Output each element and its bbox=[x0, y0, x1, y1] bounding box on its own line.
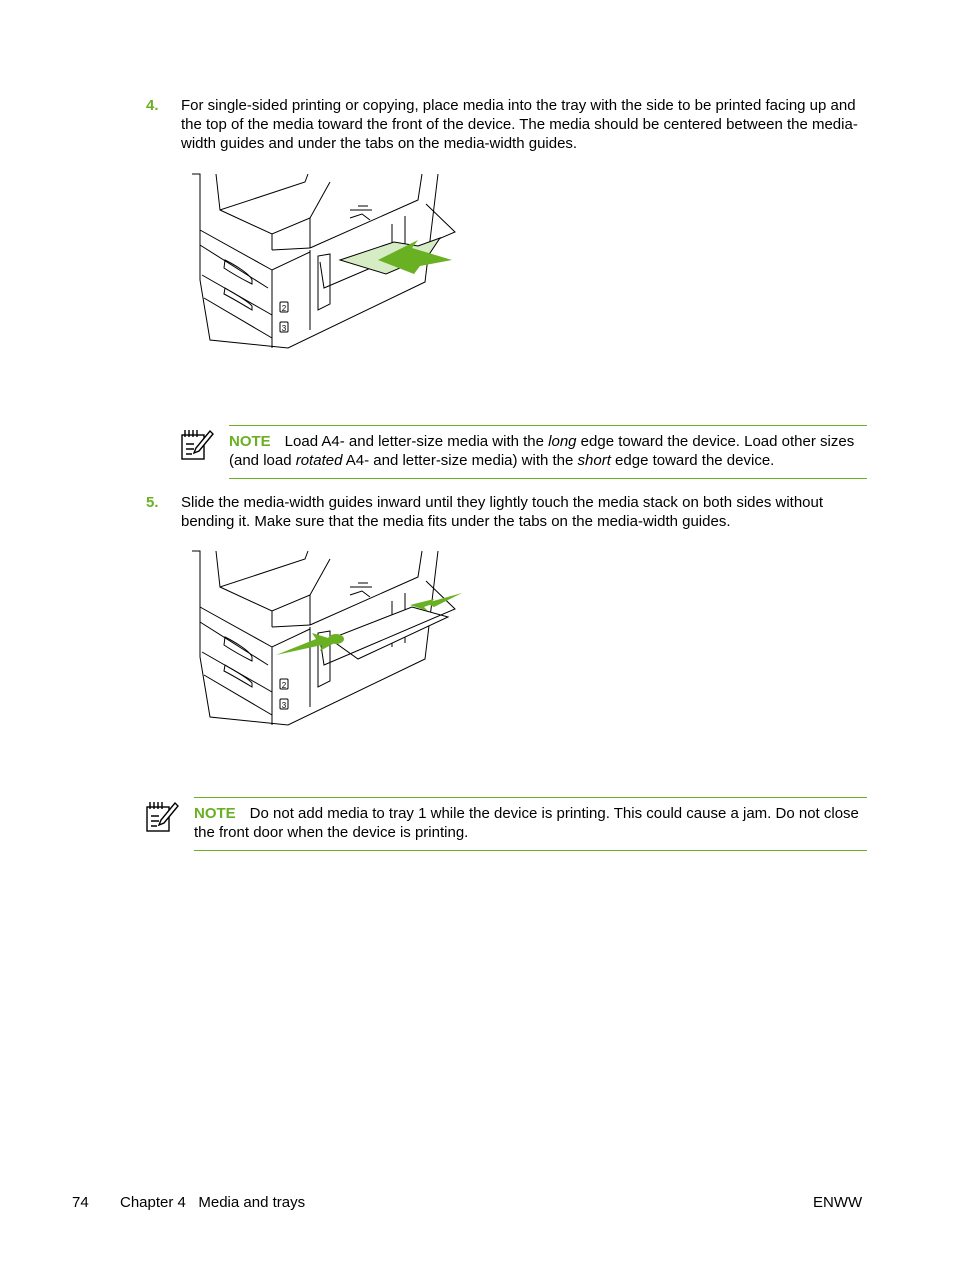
note-icon bbox=[180, 427, 214, 463]
step-text: Slide the media-width guides inward until they lightly touch the media stack on both sides without bending it. Make sure that the media fits under the tabs on the media-width guides. bbox=[181, 494, 824, 530]
note-emphasis: rotated bbox=[295, 452, 343, 469]
note-icon bbox=[145, 799, 179, 835]
note-emphasis: long bbox=[548, 433, 577, 450]
step-text: For single-sided printing or copying, place media into the tray with the side to be printed facing up and the top of the media toward the front of the device. The media should be centered between the media-width guides and under the tabs on the media-width guides. bbox=[181, 97, 858, 152]
figure-adjust-guides bbox=[190, 547, 465, 727]
footer-right: ENWW bbox=[813, 1194, 863, 1211]
note-text: Do not add media to tray 1 while the device is printing. This could cause a jam. Do not close the front door when the device is printing. bbox=[194, 805, 859, 841]
tray-2-label: 2 bbox=[281, 304, 287, 313]
page-number: 74 bbox=[72, 1194, 89, 1211]
tray-3-label: 3 bbox=[281, 324, 287, 333]
note-body bbox=[229, 425, 867, 479]
note-body bbox=[194, 797, 867, 851]
note-label: NOTE bbox=[229, 433, 271, 450]
tray-2-label: 2 bbox=[281, 681, 287, 690]
figure-load-media bbox=[190, 170, 460, 352]
note-text: edge toward the device. bbox=[610, 452, 775, 469]
note-emphasis: short bbox=[577, 452, 611, 469]
note-label: NOTE bbox=[194, 805, 236, 822]
note-text: Load A4- and letter-size media with the bbox=[284, 433, 549, 450]
chapter-title: Chapter 4 Media and trays bbox=[120, 1194, 306, 1211]
note-text: edge toward the device. Load other sizes (and load bbox=[229, 433, 855, 469]
step-number: 4. bbox=[146, 97, 159, 114]
note-text: A4- and letter-size media) with the bbox=[342, 452, 578, 469]
step-number: 5. bbox=[146, 494, 159, 511]
tray-3-label: 3 bbox=[281, 701, 287, 710]
